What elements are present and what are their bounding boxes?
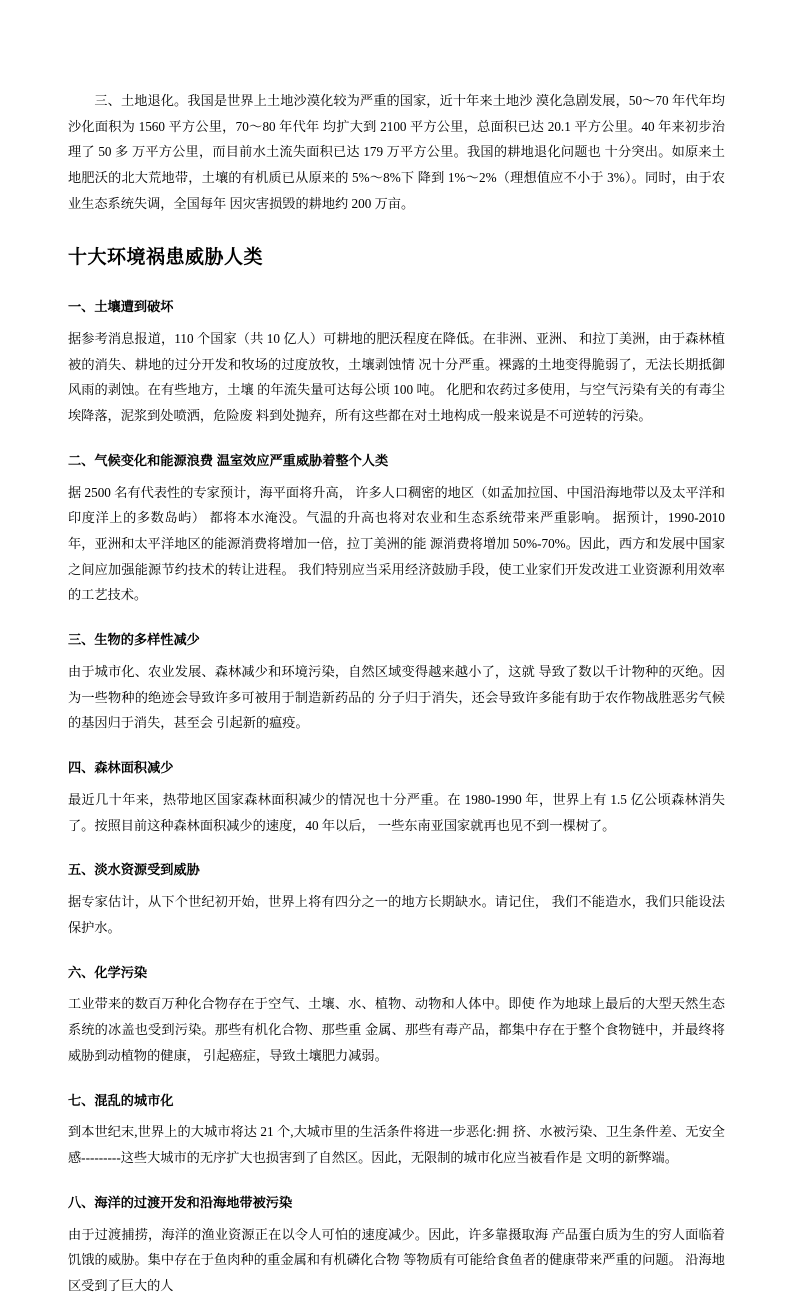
- section-body: 据参考消息报道，110 个国家（共 10 亿人）可耕地的肥沃程度在降低。在非洲、亚洲、 和拉丁美洲，由于森林植被的消失、耕地的过分开发和牧场的过度放牧，土壤剥蚀情 况十分严重。裸露的土地变得脆弱了，无法长期抵御风雨的剥蚀。在有些地方，土壤 的年流失量可达每公顷 100 吨。 化肥和农药过多使用，与空气污染有关的有毒尘埃降落，泥浆到处喷洒，危险废 料到处抛弃，所有这些都在对土地构成一般来说是不可逆转的污染。: [68, 330, 725, 424]
- section-item: [68, 961, 725, 1069]
- section-heading: 四、森林面积减少: [68, 760, 174, 776]
- section-body: 由于过渡捕捞，海洋的渔业资源正在以令人可怕的速度减少。因此，许多靠摄取海 产品蛋白质为生的穷人面临着饥饿的威胁。集中存在于鱼肉种的重金属和有机磷化合物 等物质有可能给食鱼者的健康带来严重的问题。 沿海地区受到了巨大的人: [68, 1226, 725, 1294]
- section-heading: 二、气候变化和能源浪费 温室效应严重威胁着整个人类: [68, 452, 389, 468]
- intro-paragraph: 三、土地退化。我国是世界上土地沙漠化较为严重的国家，近十年来土地沙 漠化急剧发展，50～70 年代年均沙化面积为 1560 平方公里，70～80 年代年 均扩大到 2100 平方公里，总面积已达 20.1 平方公里。40 年来初步治理了 50 多 万平方公里，而目前水土流失面积已达 179 万平方公里。我国的耕地退化问题也 十分突出。如原来土地肥沃的北大荒地带，土壤的有机质已从原来的 5%～8%下 降到 1%～2%（理想值应不小于 3%）。同时，由于农业生态系统失调，全国每年 因灾害损毁的耕地约 200 万亩。: [68, 93, 725, 211]
- section-item: [68, 449, 725, 608]
- section-heading: 五、淡水资源受到威胁: [68, 862, 200, 878]
- section-item: [68, 1089, 725, 1171]
- section-heading: 六、化学污染: [68, 964, 148, 980]
- page-title: 十大环境祸患威胁人类: [68, 246, 264, 268]
- section-body: 到本世纪末,世界上的大城市将达 21 个,大城市里的生活条件将进一步恶化:拥 挤、水被污染、卫生条件差、无安全感---------这些大城市的无序扩大也损害到了自然区。因此，无限制的城市化应当被看作是 文明的新弊端。: [68, 1124, 725, 1166]
- section-item: [68, 858, 725, 940]
- section-body: 由于城市化、农业发展、森林减少和环境污染，自然区域变得越来越小了，这就 导致了数以千计物种的灭绝。因为一些物种的绝迹会导致许多可被用于制造新药品的 分子归于消失，还会导致许多能有助于农作物战胜恶劣气候的基因归于消失，甚至会 引起新的瘟疫。: [68, 663, 725, 731]
- section-item: [68, 1191, 725, 1299]
- section-heading: 七、混乱的城市化: [68, 1092, 174, 1108]
- section-body: 据 2500 名有代表性的专家预计，海平面将升高， 许多人口稠密的地区（如孟加拉国、中国沿海地带以及太平洋和印度洋上的多数岛屿） 都将本水淹没。气温的升高也将对农业和生态系统带来严重影响。 据预计，1990-2010 年，亚洲和太平洋地区的能源消费将增加一倍，拉丁美洲的能 源消费将增加 50%-70%。因此，西方和发展中国家之间应加强能源节约技术的转让进程。 我们特别应当采用经济鼓励手段，使工业家们开发改进工业资源利用效率的工艺技术。: [68, 484, 725, 603]
- section-item: [68, 628, 725, 736]
- section-item: [68, 295, 725, 429]
- section-heading: 一、土壤遭到破坏: [68, 299, 174, 315]
- section-body: 工业带来的数百万种化合物存在于空气、土壤、水、植物、动物和人体中。即使 作为地球上最后的大型天然生态系统的冰盖也受到污染。那些有机化合物、那些重 金属、那些有毒产品，都集中存在于整个食物链中，并最终将威胁到动植物的健康， 引起癌症，导致土壤肥力减弱。: [68, 996, 725, 1063]
- section-body: 最近几十年来，热带地区国家森林面积减少的情况也十分严重。在 1980-1990 年，世界上有 1.5 亿公顷森林消失了。按照目前这种森林面积减少的速度，40 年以后， 一些东南亚国家就再也见不到一棵树了。: [68, 791, 725, 833]
- section-heading: 八、海洋的过渡开发和沿海地带被污染: [68, 1194, 293, 1210]
- section-heading: 三、生物的多样性减少: [68, 632, 200, 648]
- section-item: [68, 756, 725, 838]
- section-body: 据专家估计，从下个世纪初开始，世界上将有四分之一的地方长期缺水。请记住， 我们不能造水，我们只能设法保护水。: [68, 894, 725, 935]
